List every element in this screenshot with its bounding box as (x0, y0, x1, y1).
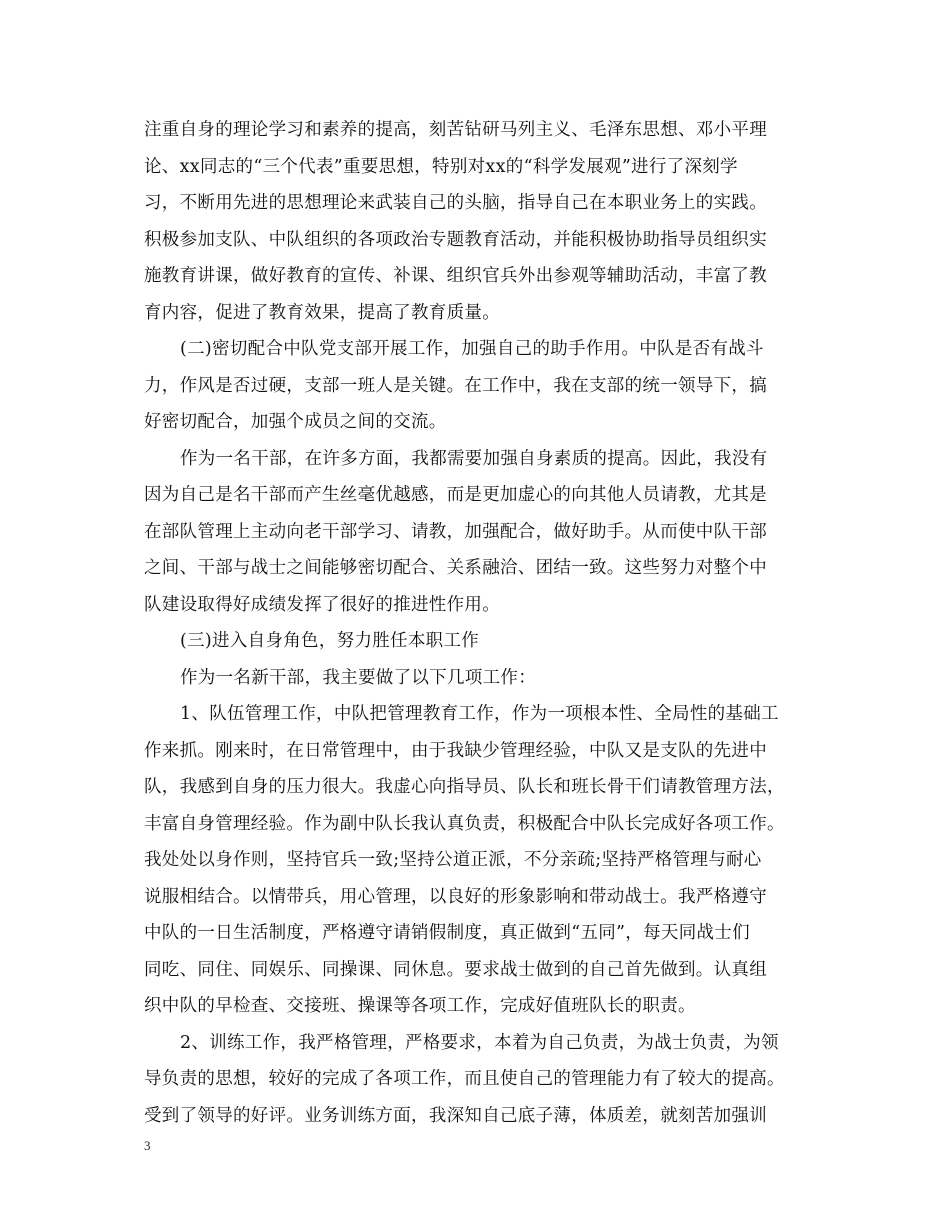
text-line: 同吃、同住、同娱乐、同操课、同休息。要求战士做到的自己首先做到。认真组 (144, 959, 767, 980)
text-line: 论、xx同志的“三个代表”重要思想，特别对xx的“科学发展观”进行了深刻学 (144, 156, 738, 177)
text-line: 习，不断用先进的思想理论来武装自己的头脑，指导自己在本职业务上的实践。 (144, 193, 767, 213)
text-line: 导负责的思想，较好的完成了各项工作，而且使自己的管理能力有了较大的提高。 (144, 1069, 785, 1089)
text-line: 队建设取得好成绩发挥了很好的推进性作用。 (144, 594, 500, 615)
text-line: 注重自身的理论学习和素养的提高，刻苦钻研马列主义、毛泽东思想、邓小平理 (144, 120, 767, 140)
text-line: 育内容，促进了教育效果，提高了教育质量。 (144, 302, 500, 323)
paragraph-start-line: 1、队伍管理工作，中队把管理教育工作，作为一项根本性、全局性的基础工 (180, 704, 779, 724)
text-line: 在部队管理上主动向老干部学习、请教，加强配合，做好助手。从而使中队干部 (144, 521, 767, 542)
paragraph-start-line: 作为一名干部，在许多方面，我都需要加强自身素质的提高。因此，我没有 (180, 448, 768, 469)
text-line: 因为自己是名干部而产生丝毫优越感，而是更加虚心的向其他人员请教，尤其是 (144, 485, 767, 505)
text-line: 织中队的早检查、交接班、操课等各项工作，完成好值班队长的职责。 (144, 996, 696, 1016)
text-line: 说服相结合。以情带兵，用心管理，以良好的形象影响和带动战士。我严格遵守 (144, 886, 767, 907)
text-line: 施教育讲课，做好教育的宣传、补课、组织官兵外出参观等辅助活动，丰富了教 (144, 266, 767, 286)
section-heading-line: (三)进入自身角色，努力胜任本职工作 (180, 631, 480, 651)
text-line: 好密切配合，加强个成员之间的交流。 (144, 412, 447, 432)
paragraph-start-line: 2、训练工作，我严格管理，严格要求，本着为自己负责，为战士负责，为领 (180, 1032, 779, 1053)
text-line: 我处处以身作则，坚持官兵一致;坚持公道正派，不分亲疏;坚持严格管理与耐心 (144, 850, 762, 870)
paragraph-start-line: 作为一名新干部，我主要做了以下几项工作： (180, 667, 536, 688)
paragraph-start-line: (二)密切配合中队党支部开展工作，加强自己的助手作用。中队是否有战斗 (180, 339, 764, 359)
text-line: 力，作风是否过硬，支部一班人是关键。在工作中，我在支部的统一领导下，搞 (144, 375, 767, 396)
text-line: 队，我感到自身的压力很大。我虚心向指导员、队长和班长骨干们请教管理方法， (144, 777, 785, 797)
page-number: 3 (144, 1138, 151, 1153)
text-line: 丰富自身管理经验。作为副中队长我认真负责，积极配合中队长完成好各项工作。 (144, 813, 785, 834)
text-line: 积极参加支队、中队组织的各项政治专题教育活动，并能积极协助指导员组织实 (144, 229, 767, 250)
text-line: 受到了领导的好评。业务训练方面，我深知自己底子薄，体质差，就刻苦加强训 (144, 1105, 767, 1126)
text-line: 中队的一日生活制度，严格遵守请销假制度，真正做到“五同”，每天同战士们 (144, 923, 750, 943)
text-line: 作来抓。刚来时，在日常管理中，由于我缺少管理经验，中队又是支队的先进中 (144, 740, 767, 761)
text-line: 之间、干部与战士之间能够密切配合、关系融洽、团结一致。这些努力对整个中 (144, 558, 767, 578)
document-body (144, 112, 808, 1134)
